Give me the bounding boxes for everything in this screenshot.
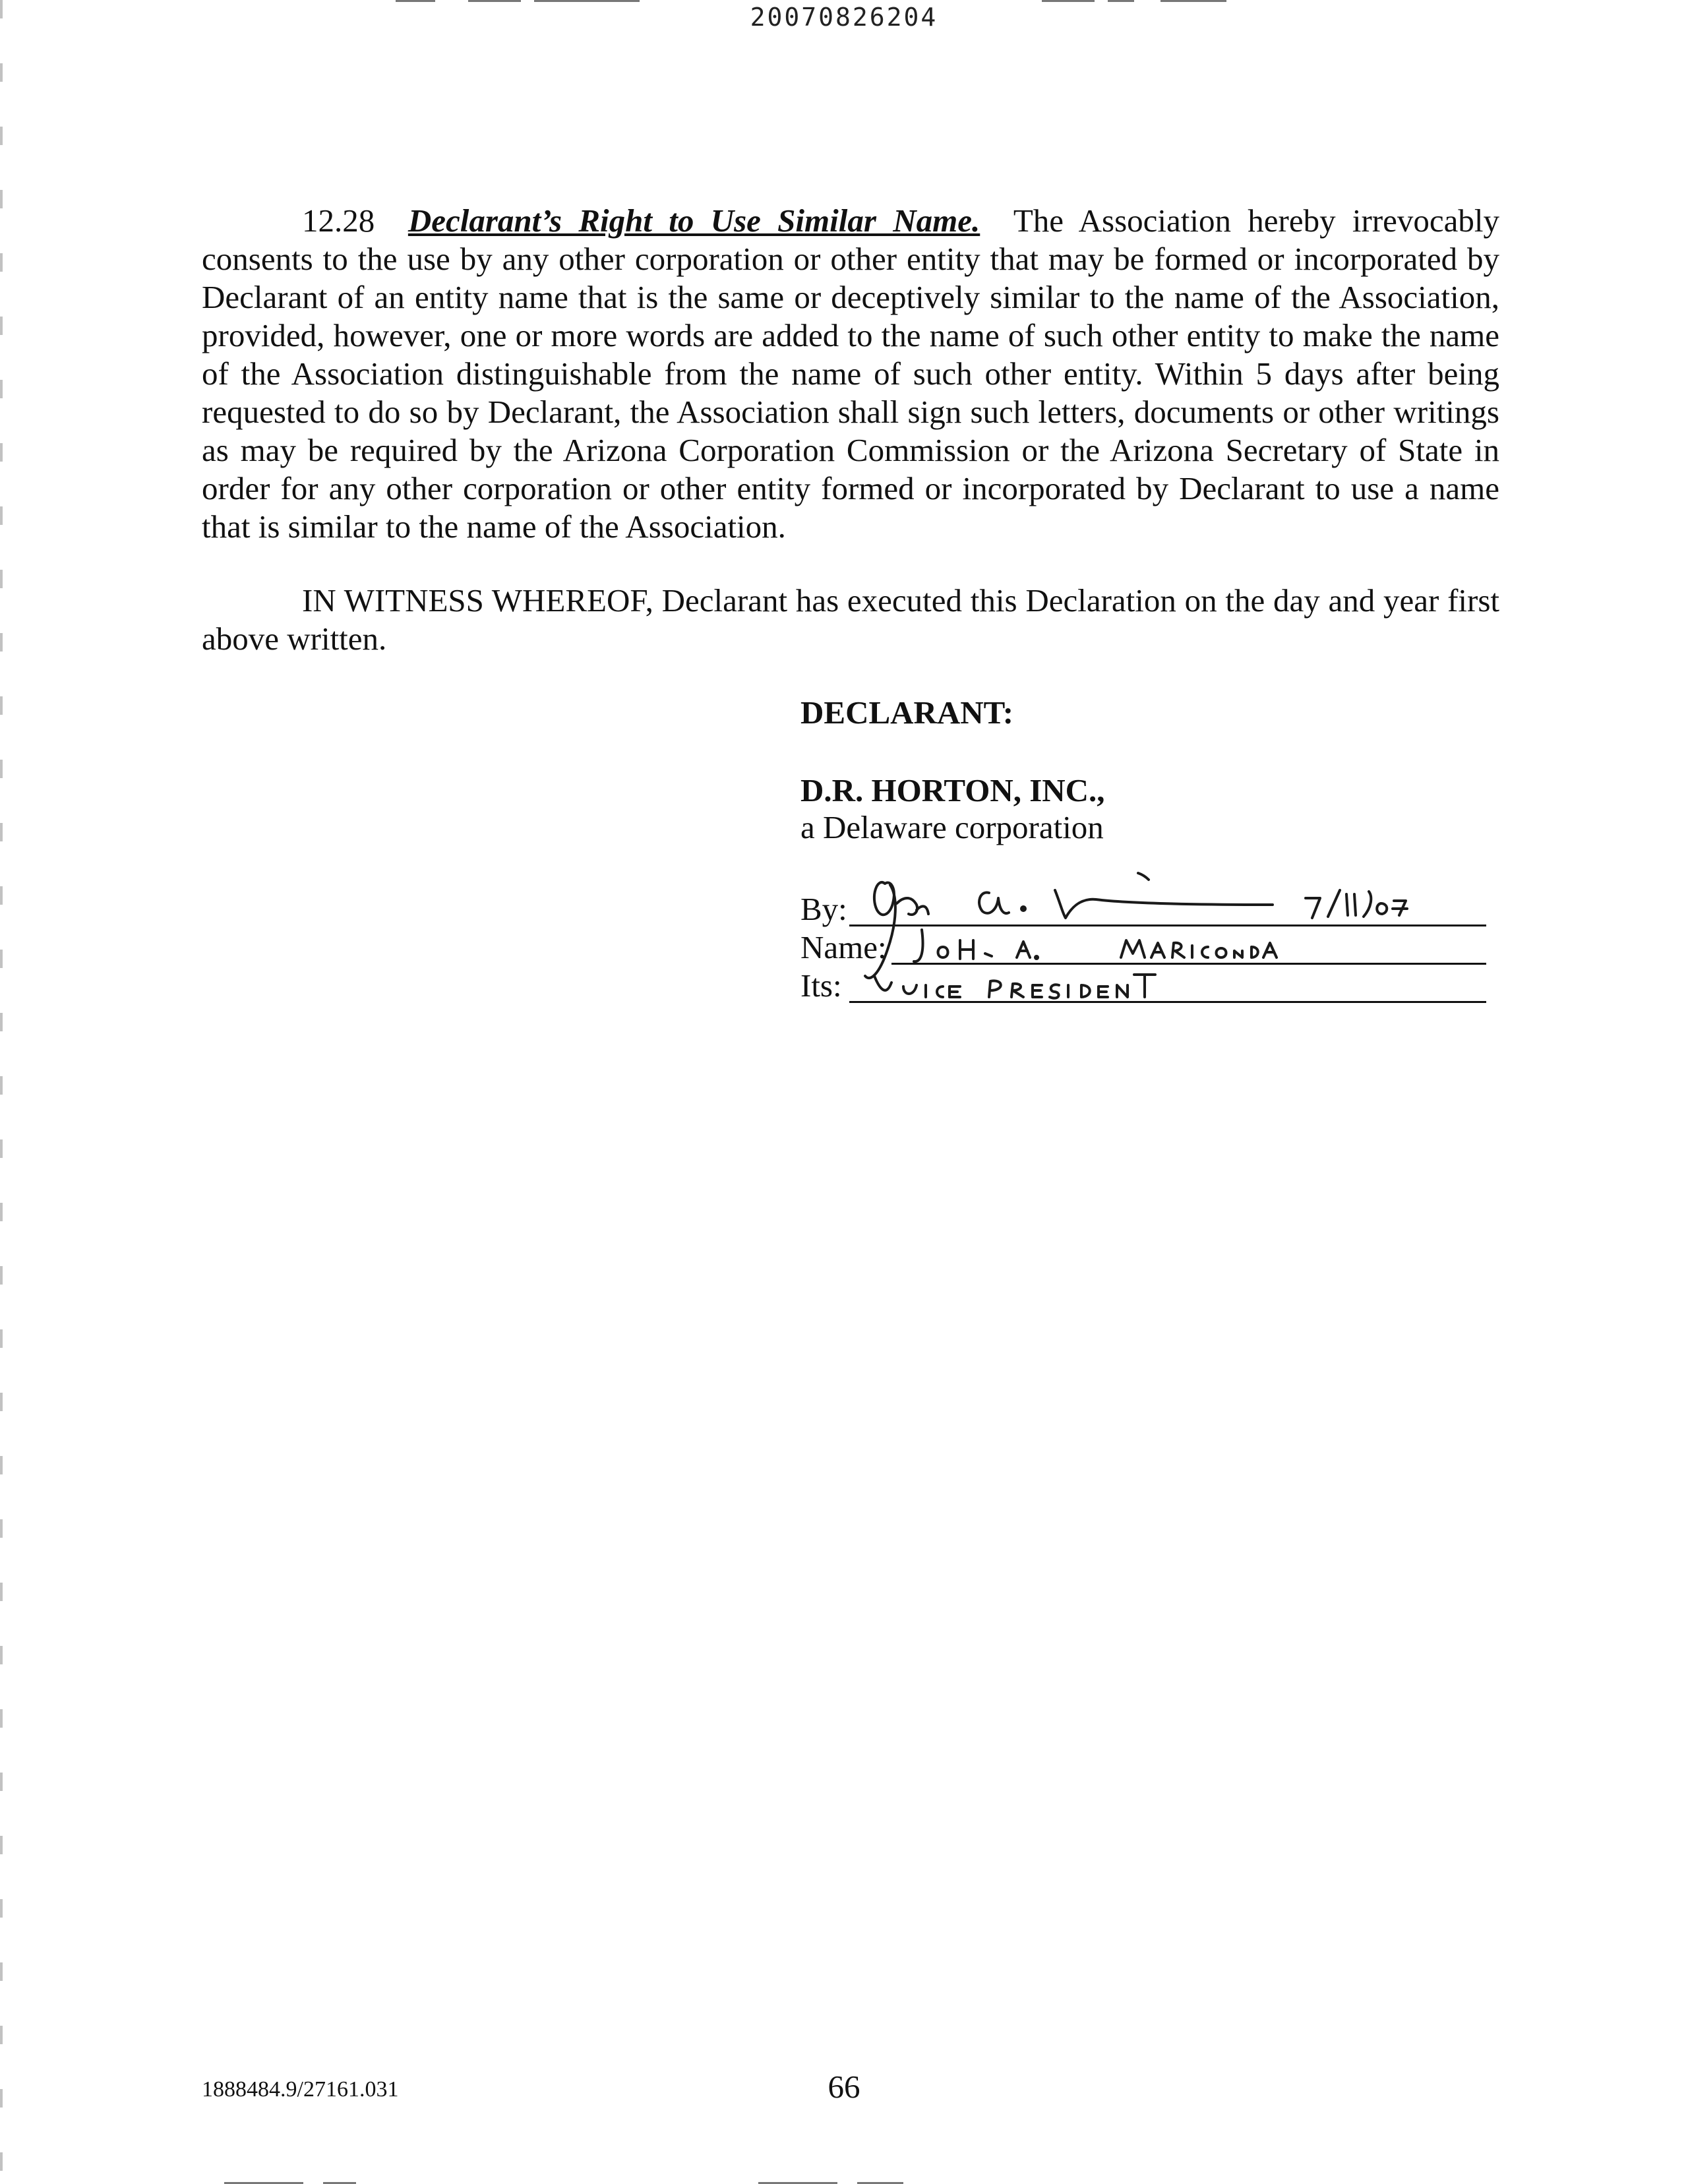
scan-top-mark bbox=[1108, 0, 1134, 2]
scan-top-mark bbox=[534, 0, 640, 2]
section-number: 12.28 bbox=[302, 202, 375, 239]
name-label: Name: bbox=[800, 929, 887, 965]
footer-page-number: 66 bbox=[828, 2069, 860, 2105]
scan-top-mark bbox=[396, 0, 435, 2]
section-12-28 bbox=[202, 202, 1499, 546]
witness-text: IN WITNESS WHEREOF, Declarant has executed this Declaration on the day and year first above written. bbox=[202, 582, 1499, 657]
scan-edge-marks bbox=[0, 0, 3, 2184]
section-title: Declarant’s Right to Use Similar Name. bbox=[407, 202, 980, 239]
declarant-heading: DECLARANT: bbox=[800, 694, 1014, 731]
footer-document-number: 1888484.9/27161.031 bbox=[202, 2077, 399, 2102]
scan-top-mark bbox=[1160, 0, 1226, 2]
by-row bbox=[800, 890, 847, 928]
scan-top-mark bbox=[1042, 0, 1095, 2]
section-body: The Association hereby irrevocably consents to the use by any other corporation or other entity that may be formed or incorporated by Declarant of an entity name that is the same or deceptively similar to the name of the Association, provided, however, one or more words are added to the name of such other entity to make the name of the Association distinguishable from the name of such other entity. Within 5 days after being requested to do so by Declarant, the Association shall sign such letters, documents or other writings as may be required by the Arizona Corporation Commission or the Arizona Secretary of State in order for any other corporation or other entity formed or incorporated by Declarant to use a name that is similar to the name of the Association. bbox=[202, 202, 1500, 545]
recording-number: 20070826204 bbox=[750, 3, 938, 32]
scan-top-mark bbox=[468, 0, 521, 2]
witness-clause bbox=[202, 582, 1499, 658]
its-row bbox=[800, 967, 842, 1005]
company-name: D.R. HORTON, INC., bbox=[800, 772, 1105, 808]
its-label: Its: bbox=[800, 967, 842, 1004]
company-description: a Delaware corporation bbox=[800, 809, 1104, 845]
by-label: By: bbox=[800, 891, 847, 927]
handwritten-signature bbox=[851, 851, 1497, 1016]
